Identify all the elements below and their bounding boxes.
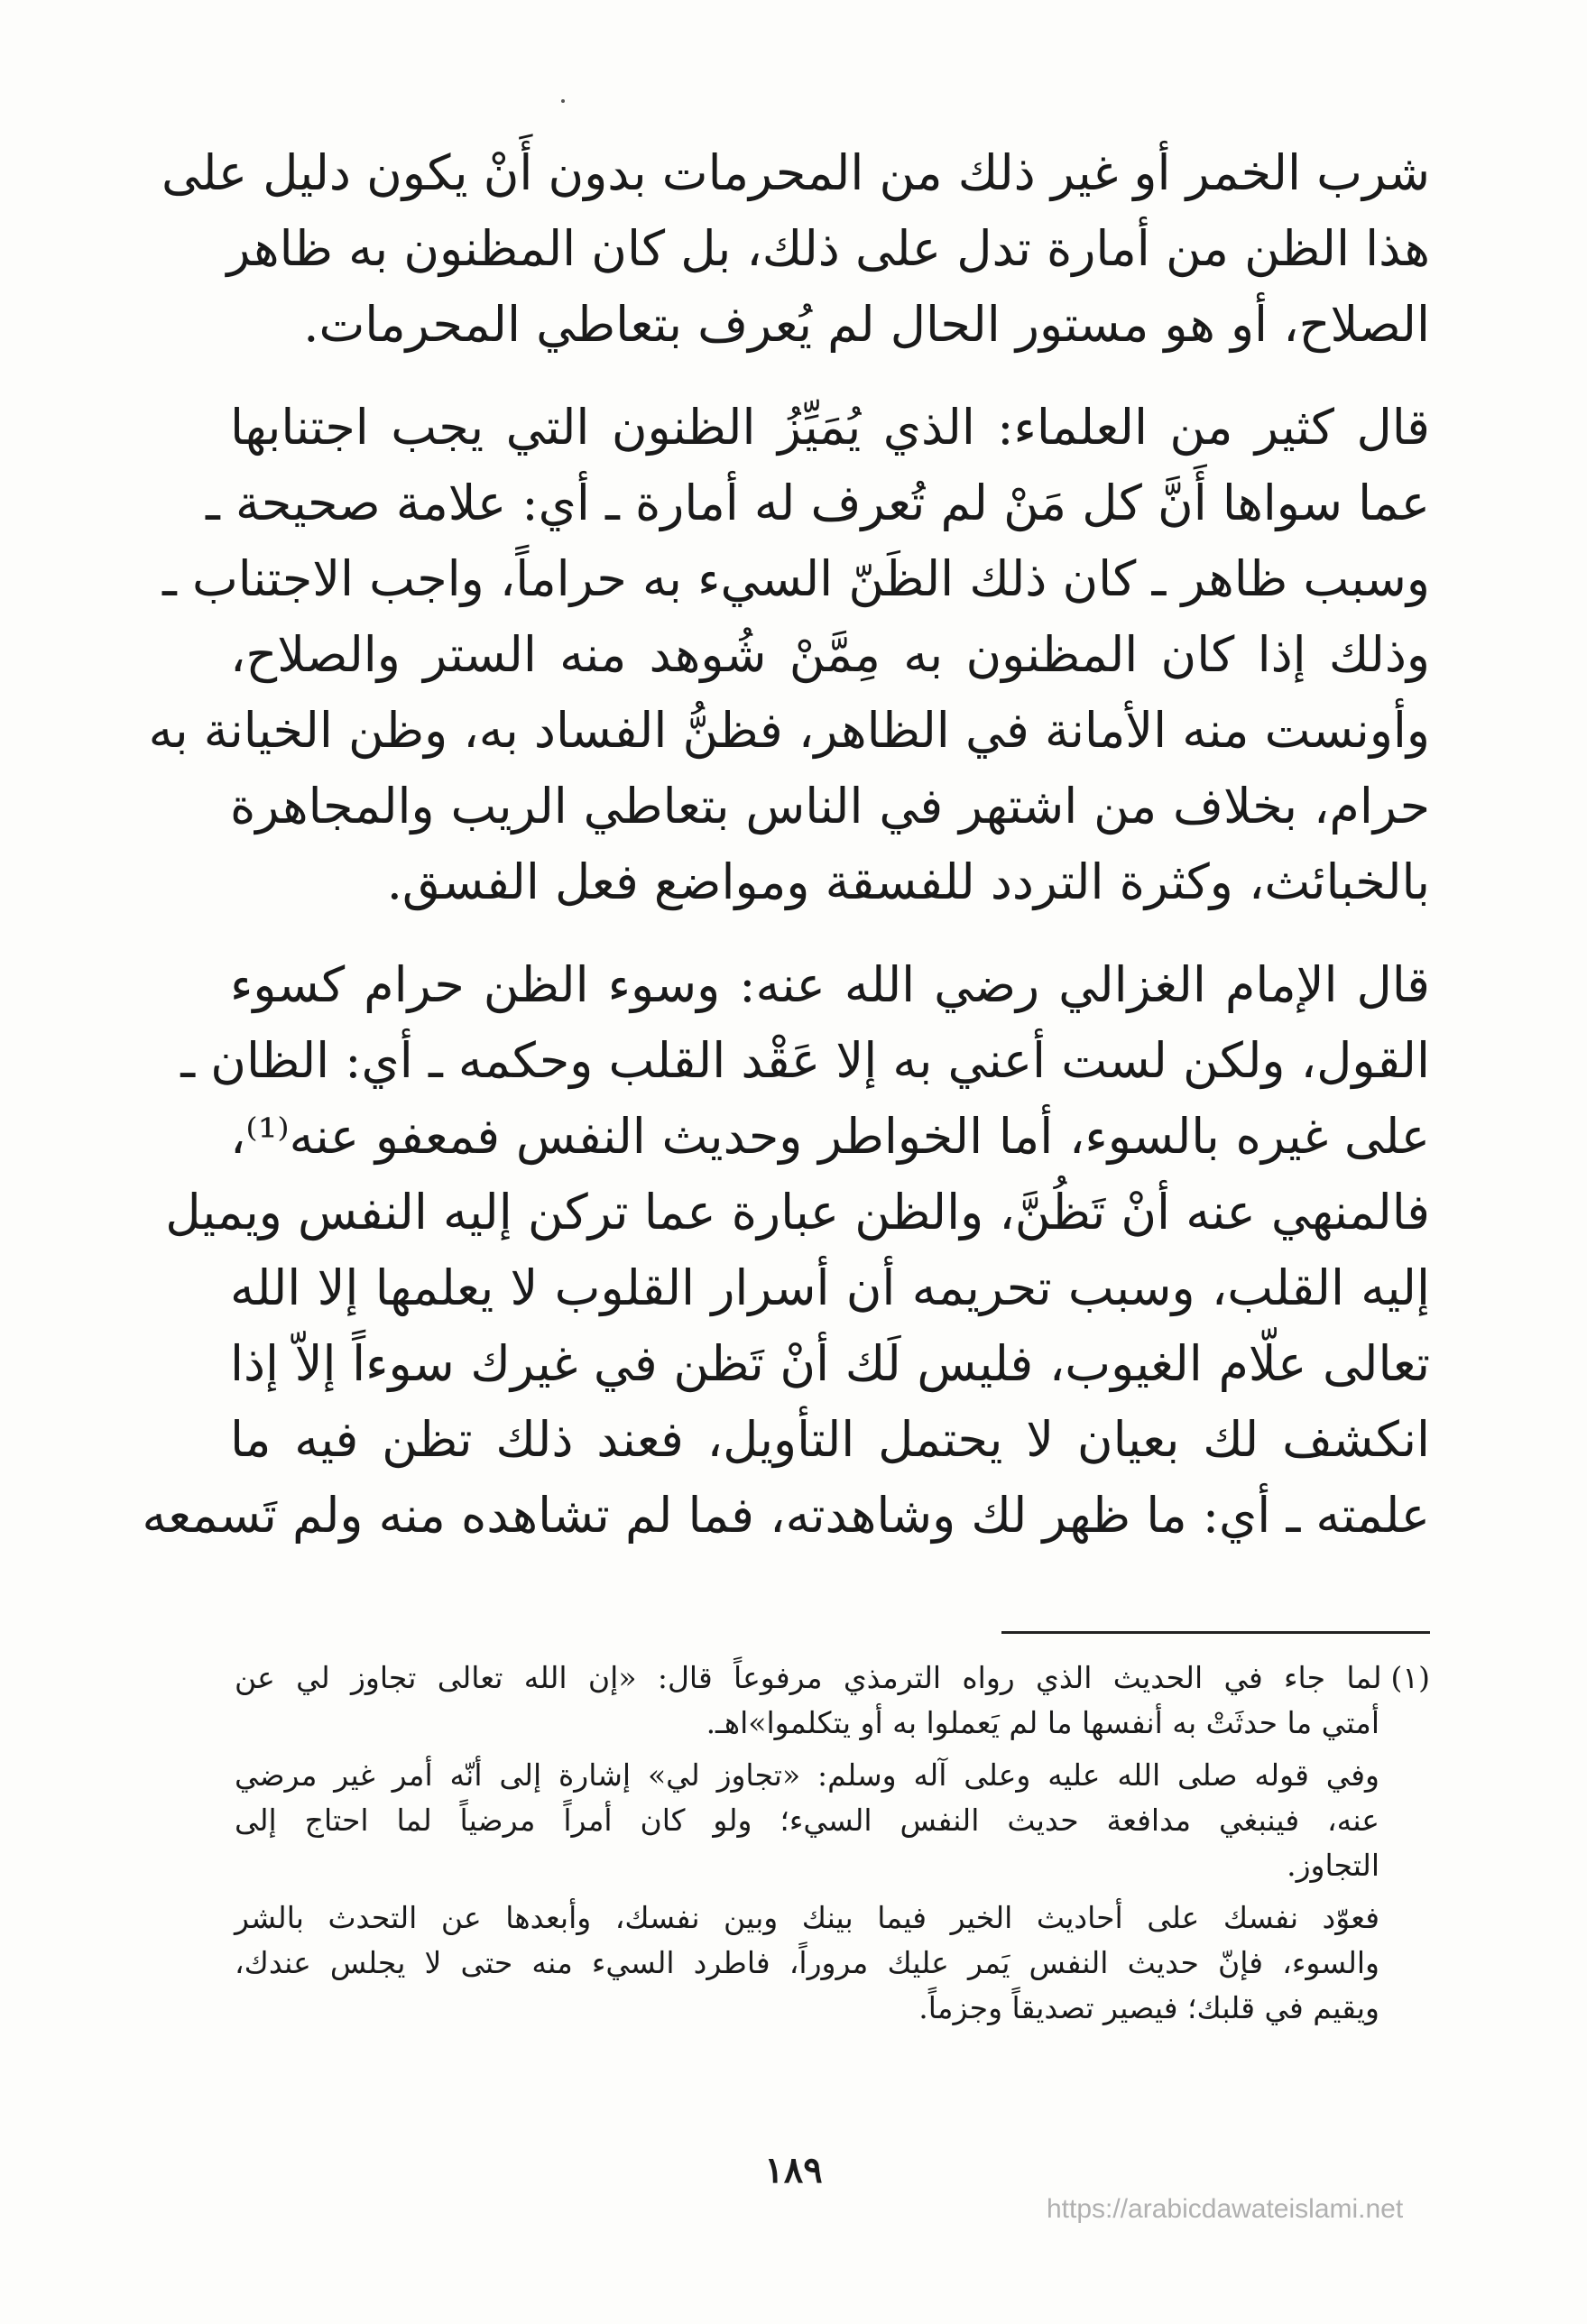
main-text (142, 135, 1430, 1581)
footnote-line: أمتي ما حدثَتْ به أنفسها ما لم يَعملوا به أو يتكلموا»اهـ. (706, 1705, 1379, 1740)
text-line: بالخبائث، وكثرة التردد للفسقة ومواضع فعل الفسق. (386, 853, 1430, 910)
footnote-marker: (١) (1390, 1660, 1430, 1695)
text-line: وذلك إذا كان المظنون به مِمَّنْ شُوهد منه الستر والصلاح، (230, 626, 1430, 683)
paragraph (142, 947, 1430, 1554)
footnote-line: التجاوز. (1287, 1848, 1379, 1883)
text-line: قال كثير من العلماء: الذي يُمَيِّزُ الظنون التي يجب اجتنابها (230, 399, 1430, 456)
text-line: قال الإمام الغزالي رضي الله عنه: وسوء الظن حرام كسوء (230, 956, 1430, 1013)
text-line: شرب الخمر أو غير ذلك من المحرمات بدون أَنْ يكون دليل على (161, 144, 1430, 201)
footnote-divider (1001, 1631, 1430, 1634)
footnote-text: لما جاء في الحديث الذي رواه الترمذي مرفوعاً قال: «إن الله تعالى تجاوز لي عن (235, 1660, 1382, 1695)
text-line: إليه القلب، وسبب تحريمه أن أسرار القلوب لا يعلمها إلا الله (230, 1259, 1430, 1316)
text-line: القول، ولكن لست أعني به إلا عَقْد القلب وحكمه ـ أي: الظان ـ (180, 1032, 1430, 1089)
text-line: وأونست منه الأمانة في الظاهر، فظنُّ الفساد به، وظن الخيانة به (148, 702, 1430, 759)
footnote-line: وفي قوله صلى الله عليه وعلى آله وسلم: «تجاوز لي» إشارة إلى أنّه أمر غير مرضي (235, 1757, 1379, 1793)
page-number: ١٨٩ (764, 2149, 823, 2191)
footnote-block (235, 1895, 1430, 2031)
footnote-line: ويقيم في قلبك؛ فيصير تصديقاً وجزماً. (918, 1990, 1379, 2025)
watermark-url: https://arabicdawateislami.net (1047, 2194, 1404, 2224)
footnote-line: فعوّد نفسك على أحاديث الخير فيما بينك وبين نفسك، وأبعدها عن التحدث بالشر (235, 1900, 1379, 1935)
text-line: الصلاح، أو هو مستور الحال لم يُعرف بتعاطي المحرمات. (303, 296, 1430, 353)
footnote-line: عنه، فينبغي مدافعة حديث النفس السيء؛ ولو كان أمراً مرضياً لما احتاج إلى (235, 1803, 1379, 1838)
paragraph (148, 390, 1430, 920)
footnote-line: والسوء، فإنّ حديث النفس يَمر عليك مروراً، فاطرد السيء منه حتى لا يجلس عندك، (235, 1945, 1379, 1980)
footnote-block (235, 1655, 1430, 1746)
text-line: انكشف لك بعيان لا يحتمل التأويل، فعند ذلك تظن فيه ما (230, 1411, 1430, 1468)
text-line: هذا الظن من أمارة تدل على ذلك، بل كان المظنون به ظاهر (226, 220, 1430, 277)
paragraph (161, 135, 1430, 363)
text-line: تعالى علّام الغيوب، فليس لَك أنْ تَظن في غيرك سوءاً إلاّ إذا (230, 1335, 1430, 1392)
footnotes (235, 1655, 1430, 2038)
text-line: فالمنهي عنه أنْ تَظُنَّ، والظن عبارة عما تركن إليه النفس ويميل (165, 1184, 1430, 1240)
text-line: وسبب ظاهر ـ كان ذلك الظَنّ السيء به حراماً، واجب الاجتناب ـ (161, 550, 1430, 607)
text-line: علمته ـ أي: ما ظهر لك وشاهدته، فما لم تشاهده منه ولم تَسمعه (142, 1487, 1430, 1544)
text-line: على غيره بالسوء، أما الخواطر وحديث النفس فمعفو عنه⁽¹⁾، (230, 1108, 1430, 1165)
scan-speck (561, 99, 565, 103)
footnote-line (235, 1655, 1430, 1701)
text-line: حرام، بخلاف من اشتهر في الناس بتعاطي الريب والمجاهرة (230, 778, 1430, 835)
text-line: عما سواها أَنَّ كل مَنْ لم تُعرف له أمارة ـ أي: علامة صحيحة ـ (205, 475, 1430, 531)
footnote-block (235, 1753, 1430, 1888)
